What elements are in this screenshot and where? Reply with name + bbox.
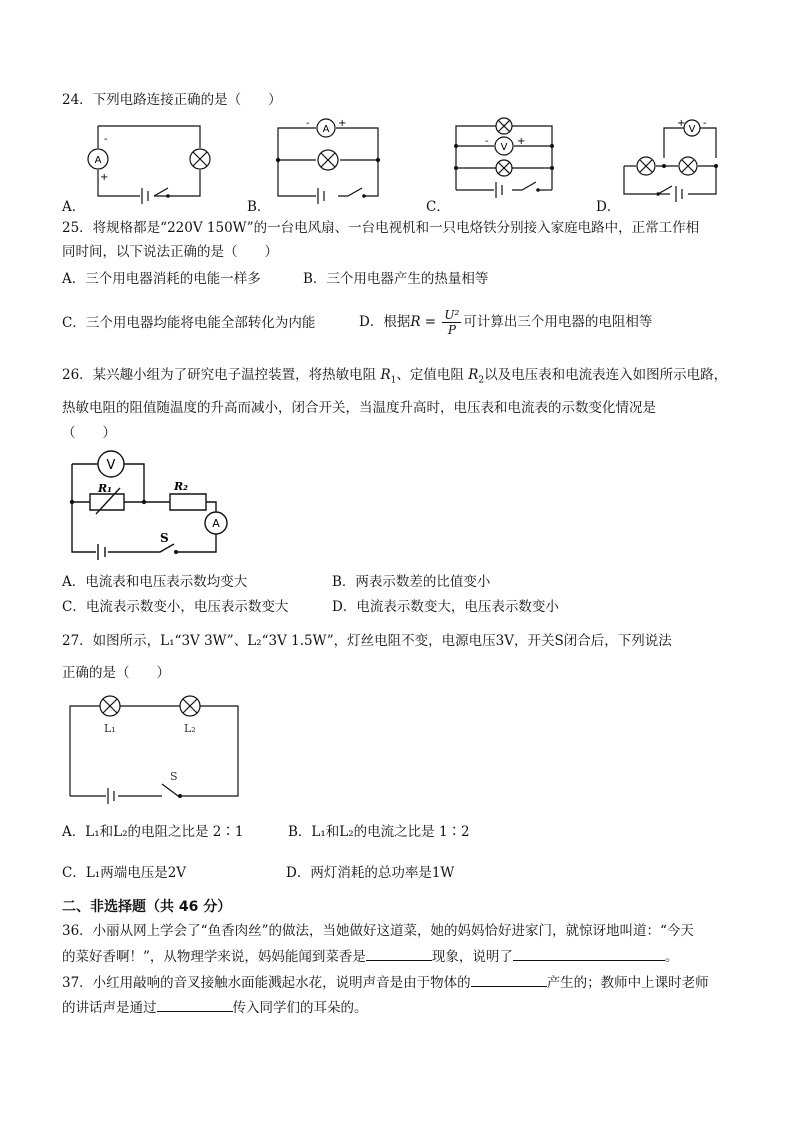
formula-fraction: $\frac{\text{U²}}{P}$ <box>444 308 460 337</box>
q24-option-c[interactable]: C． <box>426 199 450 215</box>
q25-option-d[interactable]: D．根据R = $\frac{\text{U²}}{P}$ 可计算出三个用电器的电阻相等 <box>359 308 653 337</box>
q26-stem-line3: （ ） <box>62 425 116 441</box>
voltmeter-label: V <box>106 458 116 473</box>
l1-label: L₁ <box>104 722 116 735</box>
r2-label: R₂ <box>174 480 188 493</box>
q37-line1: 37．小红用敲响的音叉接触水面能溅起水花，说明声音是由于物体的 产生的；教师中上课时老师 <box>62 972 709 992</box>
q25-stem-line2: 同时间，以下说法正确的是（ ） <box>62 244 278 260</box>
switch-label: S <box>170 770 178 783</box>
l2-label: L₂ <box>184 722 196 735</box>
svg-text:-: - <box>306 118 310 129</box>
q27-option-a[interactable]: A．L₁和L₂的电阻之比是 2∶1 <box>62 824 244 840</box>
q26-circuit <box>68 448 238 558</box>
svg-text:+: + <box>677 118 686 129</box>
q36-line2: 的菜好香啊！”，从物理学来说，妈妈能闻到菜香是 现象，说明了 。 <box>62 946 678 966</box>
q24-circuit-a <box>88 124 210 206</box>
q24-circuit-c <box>454 116 556 198</box>
q37-line2: 的讲话声是通过 传入同学们的耳朵的。 <box>62 997 368 1017</box>
resistor-r2 <box>170 494 206 510</box>
q25-stem-line1: 25．将规格都是“220V 150W”的一台电风扇、一台电视机和一只电烙铁分别接入家庭电路中，正常工作相 <box>62 220 700 236</box>
q24-option-d[interactable]: D． <box>596 199 621 215</box>
svg-text:+: + <box>100 172 109 183</box>
q27-option-c[interactable]: C．L₁两端电压是2V <box>62 865 187 881</box>
q24-circuit-b <box>276 118 382 202</box>
q36-line1: 36．小丽从网上学会了“鱼香肉丝”的做法，当她做好这道菜，她的妈妈恰好进家门，就惊讶地叫道：“今天 <box>62 923 694 939</box>
q24-stem: 24．下列电路连接正确的是（ ） <box>62 92 282 108</box>
q27-option-d[interactable]: D．两灯消耗的总功率是1W <box>286 865 455 881</box>
svg-text:-: - <box>104 134 108 145</box>
q25-option-a[interactable]: A．三个用电器消耗的电能一样多 <box>62 271 261 287</box>
r1-label: R₁ <box>98 482 112 495</box>
q26-option-b[interactable]: B．两表示数差的比值变小 <box>332 574 491 590</box>
svg-text:V: V <box>688 124 696 135</box>
q25-option-b[interactable]: B．三个用电器产生的热量相等 <box>303 271 489 287</box>
q26-option-a[interactable]: A．电流表和电压表示数均变大 <box>62 574 248 590</box>
q27-option-b[interactable]: B．L₁和L₂的电流之比是 1∶2 <box>288 824 470 840</box>
svg-text:-: - <box>485 136 489 147</box>
svg-text:+: + <box>517 136 526 147</box>
svg-text:V: V <box>500 142 508 153</box>
svg-text:+: + <box>338 118 347 129</box>
q27-circuit <box>66 696 242 804</box>
svg-text:-: - <box>703 118 707 129</box>
q26-stem-line1: 26．某兴趣小组为了研究电子温控装置，将热敏电阻 $R_1$、定值电阻 $R_2$以及电压表和电流表连入如图所示电路， <box>62 367 728 386</box>
ammeter-a-glyph: A <box>94 155 102 166</box>
q26-option-c[interactable]: C．电流表示数变小，电压表示数变大 <box>62 599 289 615</box>
q24-option-a[interactable]: A． <box>62 199 86 215</box>
q25-option-c[interactable]: C．三个用电器均能将电能全部转化为内能 <box>62 315 316 331</box>
section-title: 二、非选择题（共 46 分） <box>62 899 232 915</box>
switch-label: S <box>160 531 169 545</box>
q27-stem-line1: 27．如图所示，L₁“3V 3W”、L₂“3V 1.5W”，灯丝电阻不变，电源电压3V，开关S闭合后，下列说法 <box>62 633 672 649</box>
q26-option-d[interactable]: D．电流表示数变大，电压表示数变小 <box>332 599 559 615</box>
q37-blank-2[interactable] <box>157 997 233 1012</box>
q36-blank-2[interactable] <box>513 946 665 961</box>
q24-option-b[interactable]: B． <box>247 199 271 215</box>
q24-circuit-d <box>622 118 720 198</box>
svg-text:A: A <box>322 124 330 135</box>
q36-blank-1[interactable] <box>366 946 432 961</box>
ammeter-label: A <box>212 517 220 530</box>
q37-blank-1[interactable] <box>471 972 547 987</box>
q26-stem-line2: 热敏电阻的阻值随温度的升高而减小，闭合开关，当温度升高时，电压表和电流表的示数变化情况是 <box>62 400 656 416</box>
q27-stem-line2: 正确的是（ ） <box>62 665 170 681</box>
